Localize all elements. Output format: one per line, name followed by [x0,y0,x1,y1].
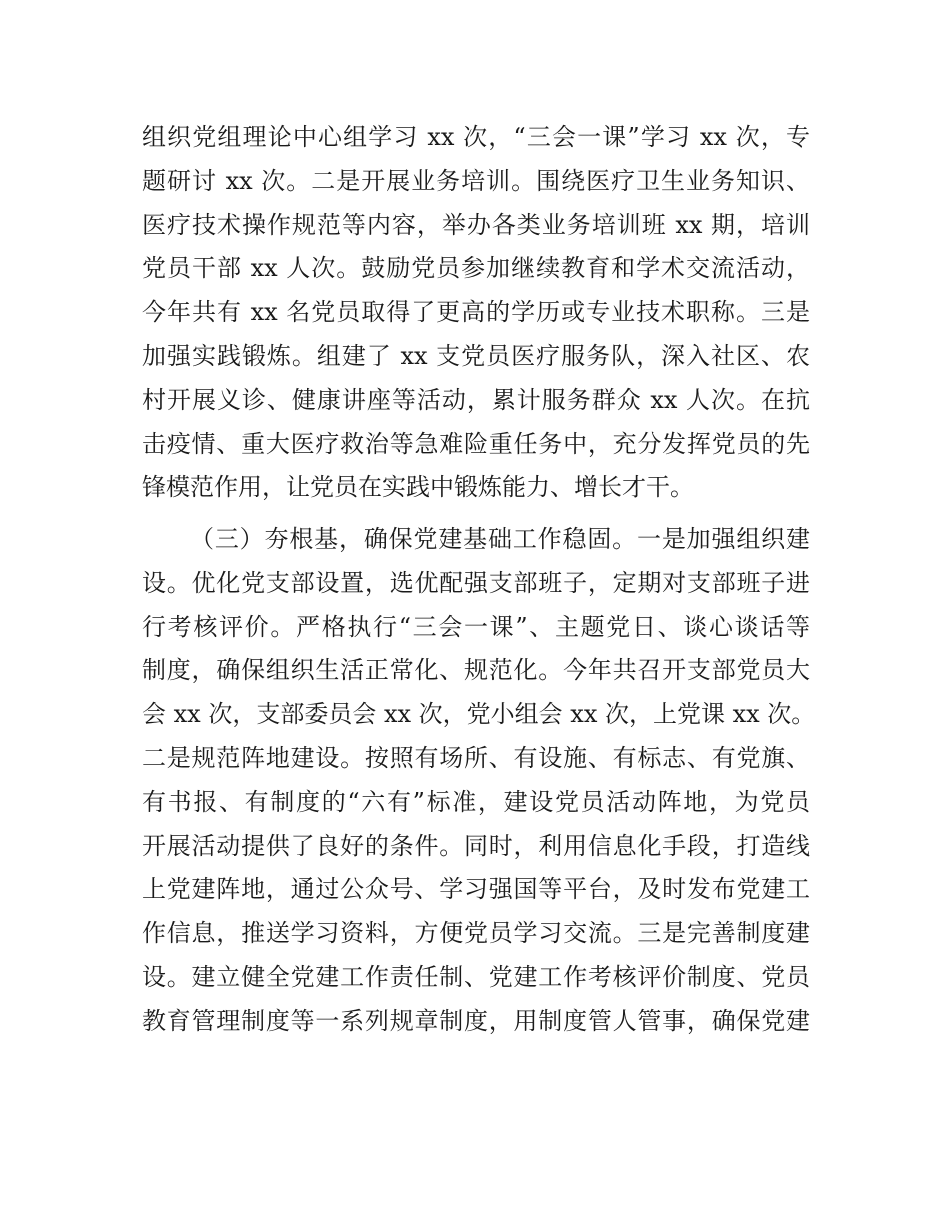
text-line: 设。建立健全党建工作责任制、党建工作考核评价制度、党员 [142,962,810,991]
text-line: 击疫情、重大医疗救治等急难险重任务中，充分发挥党员的先 [142,429,810,458]
text-line: 作信息，推送学习资料，方便党员学习交流。三是完善制度建 [142,919,810,948]
text-line: 加强实践锻炼。组建了 xx 支党员医疗服务队，深入社区、农 [142,341,810,370]
paragraph-party-training [142,116,810,510]
text-line: 行考核评价。严格执行“三会一课”、主题党日、谈心谈话等 [142,612,810,641]
text-line: 医疗技术操作规范等内容，举办各类业务培训班 xx 期，培训 [142,210,810,239]
text-line: 制度，确保组织生活正常化、规范化。今年共召开支部党员大 [142,656,810,685]
text-line: 设。优化党支部设置，选优配强支部班子，定期对支部班子进 [142,568,810,597]
text-line: 党员干部 xx 人次。鼓励党员参加继续教育和学术交流活动， [142,254,810,283]
text-line: 村开展义诊、健康讲座等活动，累计服务群众 xx 人次。在抗 [142,385,810,414]
text-line: 组织党组理论中心组学习 xx 次，“三会一课”学习 xx 次，专 [142,123,810,151]
text-line: 题研讨 xx 次。二是开展业务培训。围绕医疗卫生业务知识、 [142,166,810,195]
text-line: 开展活动提供了良好的条件。同时，利用信息化手段，打造线 [142,831,810,860]
text-line: 上党建阵地，通过公众号、学习强国等平台，及时发布党建工 [142,875,810,904]
section-heading-line: （三）夯根基，确保党建基础工作稳固。一是加强组织建 [190,525,810,553]
text-line: 今年共有 xx 名党员取得了更高的学历或专业技术职称。三是 [142,298,810,327]
text-line: 有书报、有制度的“六有”标准，建设党员活动阵地，为党员 [142,787,810,816]
text-line: 教育管理制度等一系列规章制度，用制度管人管事，确保党建 [142,1006,810,1035]
text-line: 二是规范阵地建设。按照有场所、有设施、有标志、有党旗、 [142,743,810,772]
text-line: 会 xx 次，支部委员会 xx 次，党小组会 xx 次，上党课 xx 次。 [142,700,816,729]
text-line: 锋模范作用，让党员在实践中锻炼能力、增长才干。 [142,473,694,502]
paragraph-foundation-work [142,518,816,1044]
